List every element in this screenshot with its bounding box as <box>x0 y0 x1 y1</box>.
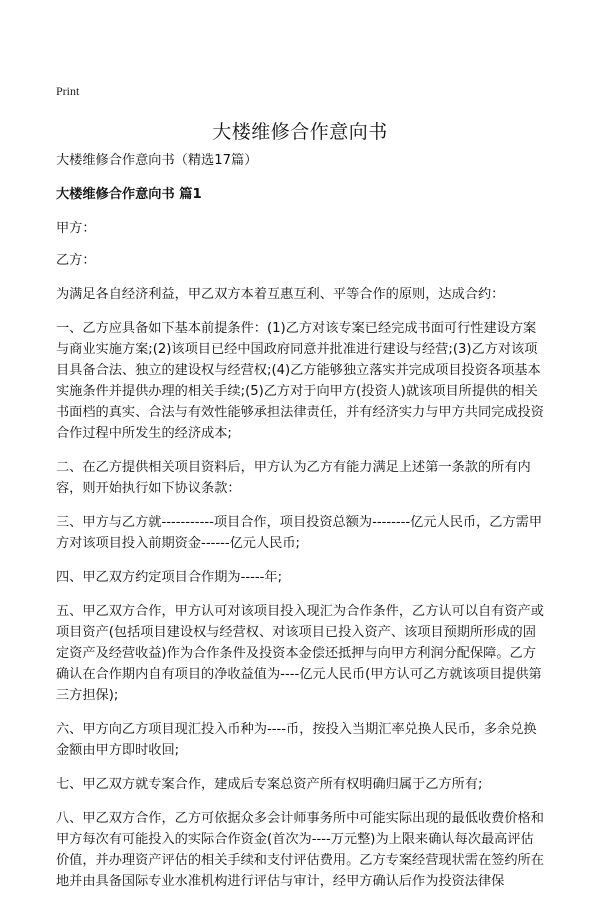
paragraph: 六、甲方向乙方项目现汇投入币种为----币，按投入当期汇率兑换人民币，多余兑换金额由甲方即时收回; <box>56 722 537 758</box>
paragraph: 三、甲方与乙方就-----------项目合作，项目投资总额为--------亿元人民币，乙方需甲方对该项目投入前期资金------亿元人民币; <box>56 515 543 551</box>
paragraph: 一、乙方应具备如下基本前提条件：(1)乙方对该专案已经完成书面可行性建设方案与商业实施方案;(2)该项目已经中国政府同意并批准进行建设与经营;(3)乙方对该项目具备合法、独立的建设权与经营权;(4)乙方能够独立落实并完成项目投资各项基本实施条件并提供办理的相关手续;(5)乙方对于向甲方(投资人)就该项目所提供的相关书面档的真实、合法与有效性能够承担法律责任，并有经济实力与甲方共同完成投资合作过程中所发生的经济成本; <box>56 321 544 441</box>
paragraph: 为满足各自经济利益，甲乙双方本着互惠互利、平等合作的原则，达成合约： <box>56 287 505 302</box>
paragraph: 二、在乙方提供相关项目资料后，甲方认为乙方有能力满足上述第一条款的所有内容，则开始执行如下协议条款： <box>56 460 531 496</box>
document-subtitle: 大楼维修合作意向书（精选17篇） <box>56 153 258 168</box>
party-a-line: 甲方： <box>56 221 96 236</box>
document-body <box>56 150 546 903</box>
document-title: 大楼维修合作意向书 <box>212 121 388 143</box>
paragraph: 四、甲乙双方约定项目合作期为-----年; <box>56 570 283 585</box>
section-heading: 大楼维修合作意向书 篇1 <box>56 187 202 202</box>
paragraph: 七、甲乙双方就专案合作，建成后专案总资产所有权明确归属于乙方所有; <box>56 777 483 792</box>
paragraph: 五、甲乙双方合作，甲方认可对该项目投入现汇为合作条件，乙方认可以自有资产或项目资产(包括项目建设权与经营权、对该项目已投入资产、该项目预期所形成的固定资产及经营收益)作为合作条件及投资本金偿还抵押与向甲方利润分配保障。乙方确认在合作期内自有项目的净收益值为----亿元人民币(甲方认可乙方就该项目提供第三方担保); <box>56 604 544 703</box>
party-b-line: 乙方： <box>56 253 96 268</box>
paragraph: 八、甲乙双方合作，乙方可依据众多会计师事务所中可能实际出现的最低收费价格和甲方每次有可能投入的实际合作资金(首次为----万元整)为上限来确认每次最高评估价值，并办理资产评估的相关手续和支付评估费用。乙方专案经营现状需在签约所在地并由具备国际专业水准机构进行评估与审计，经甲方确认后作为投资法律保 <box>56 811 544 889</box>
print-label: Print <box>56 84 80 98</box>
